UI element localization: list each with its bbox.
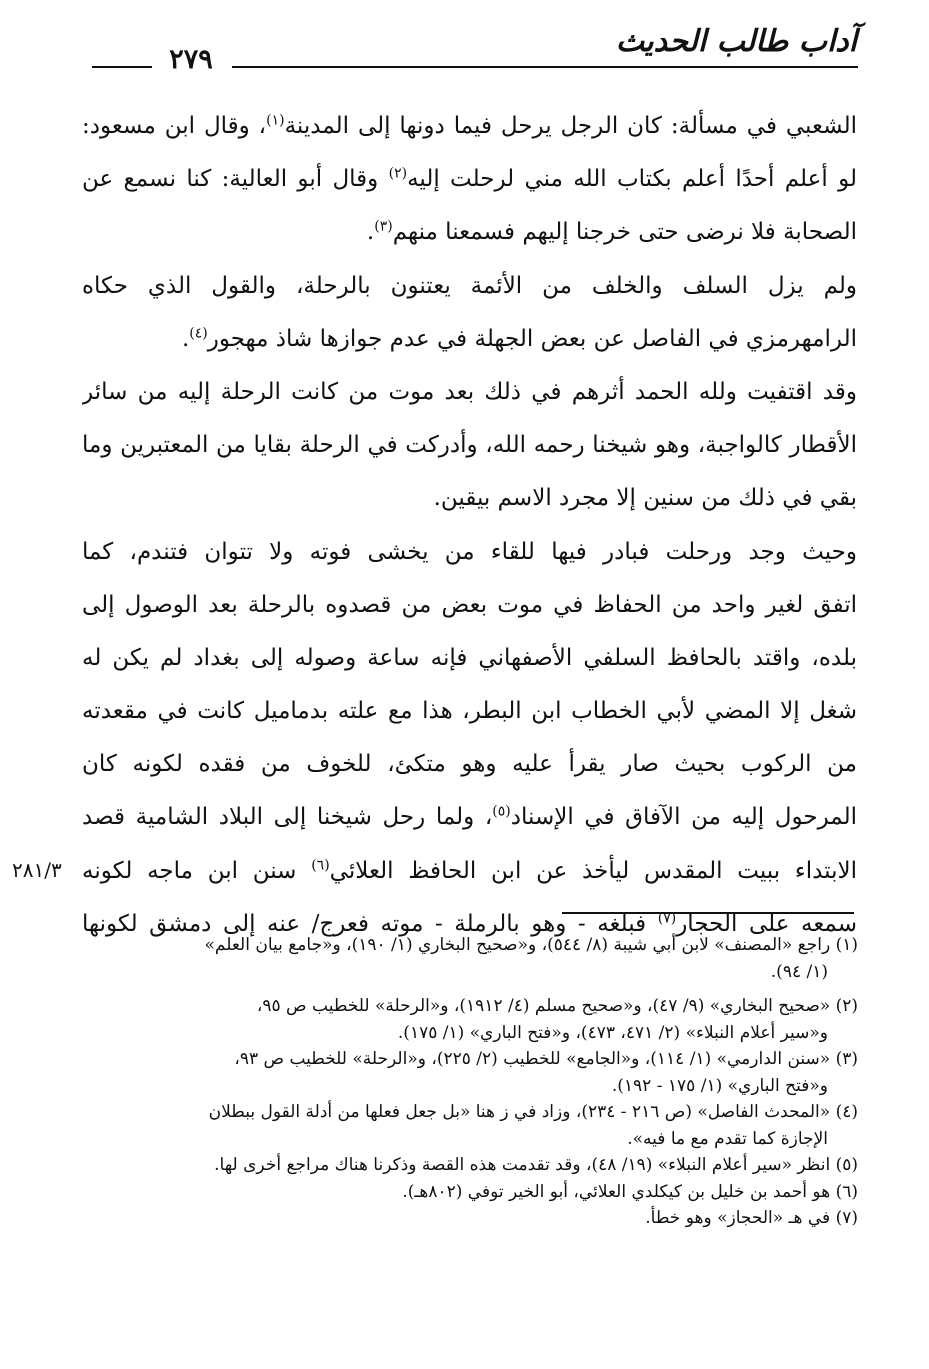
footnote-line: الإجازة كما تقدم مع ما فيه». bbox=[627, 1128, 828, 1149]
footnote-ref: (١) bbox=[266, 112, 285, 129]
text-line: شغل إلا المضي لأبي الخطاب ابن البطر، هذا مع علته بدماميل كانت في مقعدته bbox=[82, 698, 857, 725]
text-line: الأقطار كالواجبة، وهو شيخنا رحمه الله، وأدركت في الرحلة بقايا من المعتبرين وما bbox=[82, 432, 857, 459]
footnote-line: (١) راجع «المصنف» لابن أبي شيبة (٨/ ٥٤٤)، و«صحيح البخاري (١/ ١٩٠)، و«جامع بيان العلم» bbox=[204, 935, 858, 955]
footnote-line: (٤) «المحدث الفاصل» (ص ٢١٦ - ٢٣٤)، وزاد في ز هنا «بل جعل فعلها من أدلة القول ببطلان bbox=[208, 1102, 858, 1122]
footnote-ref: (٢) bbox=[388, 165, 408, 182]
footnote-line: (٣) «سنن الدارمي» (١/ ١١٤)، و«الجامع» للخطيب (٢/ ٢٢٥)، و«الرحلة» للخطيب ص ٩٣، bbox=[234, 1049, 858, 1069]
footnotes bbox=[78, 932, 858, 1232]
footnote-separator bbox=[562, 912, 854, 914]
text-line: ولم يزل السلف والخلف من الأئمة يعتنون بالرحلة، والقول الذي حكاه bbox=[82, 272, 857, 299]
footnote-line: (١/ ٩٤). bbox=[770, 961, 828, 982]
text-line: الصحابة فلا نرضى حتى خرجنا إليهم فسمعنا منهم$^{(٣)}$. bbox=[366, 218, 857, 246]
text-line: المرحول إليه من الآفاق في الإسناد$^{(٥)}$، ولما رحل شيخنا إلى البلاد الشامية قصد bbox=[82, 803, 857, 831]
text-line: الابتداء ببيت المقدس ليأخذ عن ابن الحافظ العلائي$^{(٦)}$ سنن ابن ماجه لكونه bbox=[82, 856, 857, 884]
header-rule-short bbox=[92, 66, 152, 68]
text-line: الرامهرمزي في الفاصل عن بعض الجهلة في عدم جوازها شاذ مهجور$^{(٤)}$. bbox=[181, 325, 857, 352]
text-line: وحيث وجد ورحلت فبادر فيها للقاء من يخشى فوته ولا تتوان فتندم، كما bbox=[82, 538, 857, 565]
text-line: وقد اقتفيت ولله الحمد أثرهم في ذلك بعد موت من كانت الرحلة إليه من سائر bbox=[82, 378, 857, 405]
footnote-line: (٧) في هـ «الحجاز» وهو خطأ. bbox=[645, 1208, 858, 1228]
margin-page-reference: ٢٨١/٣ bbox=[12, 858, 62, 882]
footnote-ref: (٣) bbox=[374, 218, 393, 235]
running-header-title: آداب طالب الحديث bbox=[615, 24, 857, 59]
text-line: الشعبي في مسألة: كان الرجل يرحل فيما دونها إلى المدينة$^{(١)}$، وقال ابن مسعود: bbox=[82, 112, 857, 139]
footnote-ref: (٤) bbox=[189, 325, 208, 342]
text-line: سمعه على الحجار$^{(٧)}$ فبلغه - وهو بالرملة - موته فعرج/ عنه إلى دمشق لكونها bbox=[82, 910, 857, 937]
text-line: لو أعلم أحدًا أعلم بكتاب الله مني لرحلت إليه$^{(٢)}$ وقال أبو العالية: كنا نسمع عن bbox=[82, 165, 857, 193]
header-rule bbox=[232, 66, 858, 68]
text-line: بلده، واقتد بالحافظ السلفي الأصفهاني فإنه ساعة وصوله إلى بغداد لم يكن له bbox=[82, 644, 857, 671]
footnote-line: و«فتح الباري» (١/ ١٧٥ - ١٩٢). bbox=[611, 1075, 828, 1096]
footnote-line: و«سير أعلام النبلاء» (٢/ ٤٧١، ٤٧٣)، و«فتح الباري» (١/ ١٧٥). bbox=[397, 1022, 828, 1043]
footnote-line: (٦) هو أحمد بن خليل بن كيكلدي العلائي، أبو الخير توفي (٨٠٢هـ). bbox=[402, 1181, 858, 1202]
text-line: من الركوب بحيث صار يقرأ عليه وهو متكئ، للخوف من فقده لكونه كان bbox=[82, 751, 857, 778]
footnote-ref: (٧) bbox=[657, 910, 677, 927]
footnote-line: (٢) «صحيح البخاري» (٩/ ٤٧)، و«صحيح مسلم (٤/ ١٩١٢)، و«الرحلة» للخطيب ص ٩٥، bbox=[256, 996, 858, 1016]
text-line: اتفق لغير واحد من الحفاظ في موت بعض من قصدوه بالرحلة بعد الوصول إلى bbox=[82, 591, 857, 618]
footnote-line: (٥) انظر «سير أعلام النبلاء» (١٩/ ٤٨)، وقد تقدمت هذه القصة وذكرنا هناك مراجع أخرى لها. bbox=[214, 1155, 858, 1175]
main-text bbox=[82, 100, 857, 951]
footnote-ref: (٦) bbox=[311, 856, 330, 873]
footnote-ref: (٥) bbox=[492, 803, 511, 820]
page-number: ٢٧٩ bbox=[169, 44, 213, 75]
text-line: بقي في ذلك من سنين إلا مجرد الاسم بيقين. bbox=[433, 485, 857, 512]
